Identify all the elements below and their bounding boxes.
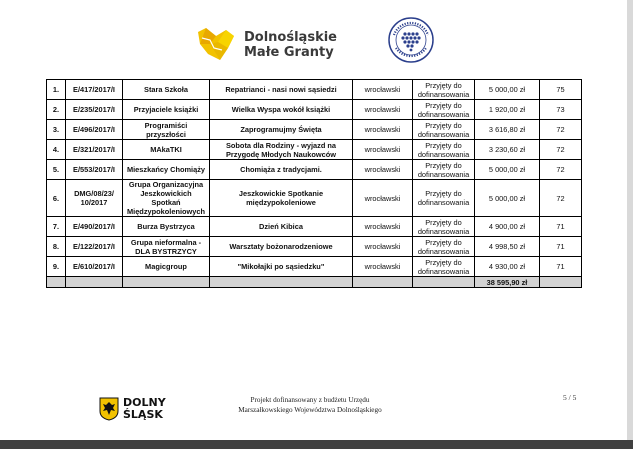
cell-org: Programiści przyszłości — [123, 120, 210, 140]
page-shadow-right — [627, 0, 633, 449]
cell-no: 6. — [47, 180, 66, 217]
cell-no: 8. — [47, 237, 66, 257]
cell-title: Jeszkowickie Spotkanie międzypokoleniowe — [210, 180, 353, 217]
federation-seal — [388, 17, 434, 63]
cell-id: E/553/2017/I — [66, 160, 123, 180]
total-empty — [353, 277, 413, 288]
cell-county: wrocławski — [353, 237, 413, 257]
cell-points: 75 — [540, 80, 582, 100]
grants-table — [46, 79, 582, 288]
logo-line1: Dolnośląskie — [244, 30, 337, 45]
cell-id: E/610/2017/I — [66, 257, 123, 277]
total-amount: 38 595,90 zł — [475, 277, 540, 288]
cell-points: 72 — [540, 140, 582, 160]
cell-amount: 5 000,00 zł — [475, 180, 540, 217]
table-row — [47, 140, 582, 160]
cell-title: "Mikołajki po sąsiedzku" — [210, 257, 353, 277]
cell-no: 3. — [47, 120, 66, 140]
dmg-logo-icon — [196, 26, 242, 66]
seal-icon — [388, 17, 434, 63]
cell-org: Przyjaciele książki — [123, 100, 210, 120]
footer-funding-note — [225, 395, 395, 415]
cell-county: wrocławski — [353, 100, 413, 120]
cell-title: Repatrianci - nasi nowi sąsiedzi — [210, 80, 353, 100]
cell-title: Warsztaty bożonarodzeniowe — [210, 237, 353, 257]
cell-id: E/496/2017/I — [66, 120, 123, 140]
logo-line2: Małe Granty — [244, 45, 334, 60]
cell-county: wrocławski — [353, 180, 413, 217]
cell-county: wrocławski — [353, 80, 413, 100]
cell-county: wrocławski — [353, 257, 413, 277]
cell-amount: 5 000,00 zł — [475, 80, 540, 100]
cell-status: Przyjęty do dofinansowania — [413, 100, 475, 120]
cell-org: Stara Szkoła — [123, 80, 210, 100]
cell-id: E/321/2017/I — [66, 140, 123, 160]
cell-title: Wielka Wyspa wokół książki — [210, 100, 353, 120]
cell-county: wrocławski — [353, 140, 413, 160]
cell-status: Przyjęty do dofinansowania — [413, 217, 475, 237]
dmg-logo — [196, 26, 346, 66]
total-empty — [47, 277, 66, 288]
table-row — [47, 180, 582, 217]
cell-id: DMG/08/23/ 10/2017 — [66, 180, 123, 217]
table-row — [47, 257, 582, 277]
table-row — [47, 160, 582, 180]
cell-org: Grupa nieformalna - DLA BYSTRZYCY — [123, 237, 210, 257]
cell-id: E/417/2017/I — [66, 80, 123, 100]
table-row — [47, 237, 582, 257]
cell-no: 1. — [47, 80, 66, 100]
cell-status: Przyjęty do dofinansowania — [413, 140, 475, 160]
cell-status: Przyjęty do dofinansowania — [413, 160, 475, 180]
cell-status: Przyjęty do dofinansowania — [413, 180, 475, 217]
cell-no: 4. — [47, 140, 66, 160]
cell-no: 2. — [47, 100, 66, 120]
viewer-bottom-bar — [0, 440, 633, 449]
table-row — [47, 80, 582, 100]
cell-points: 73 — [540, 100, 582, 120]
table-row — [47, 217, 582, 237]
total-empty — [66, 277, 123, 288]
total-empty — [413, 277, 475, 288]
cell-org: Mieszkańcy Chomiąży — [123, 160, 210, 180]
cell-org: MAkaTKI — [123, 140, 210, 160]
cell-status: Przyjęty do dofinansowania — [413, 120, 475, 140]
cell-no: 7. — [47, 217, 66, 237]
cell-title: Sobota dla Rodziny - wyjazd na Przygodę Młodych Naukowców — [210, 140, 353, 160]
brand-line1: DOLNY — [123, 396, 166, 409]
cell-amount: 4 900,00 zł — [475, 217, 540, 237]
cell-amount: 3 616,80 zł — [475, 120, 540, 140]
cell-id: E/235/2017/I — [66, 100, 123, 120]
cell-id: E/490/2017/I — [66, 217, 123, 237]
cell-points: 72 — [540, 180, 582, 217]
cell-status: Przyjęty do dofinansowania — [413, 80, 475, 100]
brand-line2: ŚLĄSK — [123, 407, 163, 421]
cell-amount: 4 930,00 zł — [475, 257, 540, 277]
page-number: 5 / 5 — [563, 393, 577, 402]
cell-points: 71 — [540, 217, 582, 237]
cell-title: Chomiąża z tradycjami. — [210, 160, 353, 180]
cell-title: Zaprogramujmy Święta — [210, 120, 353, 140]
cell-points: 72 — [540, 120, 582, 140]
total-empty — [540, 277, 582, 288]
total-row — [47, 277, 582, 288]
cell-id: E/122/2017/I — [66, 237, 123, 257]
footer-line2: Marszałkowskiego Województwa Dolnośląskiego — [238, 406, 382, 414]
cell-points: 71 — [540, 257, 582, 277]
cell-county: wrocławski — [353, 160, 413, 180]
cell-amount: 1 920,00 zł — [475, 100, 540, 120]
cell-county: wrocławski — [353, 120, 413, 140]
cell-points: 71 — [540, 237, 582, 257]
cell-county: wrocławski — [353, 217, 413, 237]
total-empty — [210, 277, 353, 288]
cell-org: Grupa Organizacyjna Jeszkowickich Spotkań Międzypokoleniowych — [123, 180, 210, 217]
footer-line1: Projekt dofinansowany z budżetu Urzędu — [250, 396, 370, 404]
cell-amount: 4 998,50 zł — [475, 237, 540, 257]
cell-no: 5. — [47, 160, 66, 180]
cell-status: Przyjęty do dofinansowania — [413, 257, 475, 277]
cell-amount: 3 230,60 zł — [475, 140, 540, 160]
total-empty — [123, 277, 210, 288]
cell-points: 72 — [540, 160, 582, 180]
cell-org: Burza Bystrzyca — [123, 217, 210, 237]
table-row — [47, 100, 582, 120]
cell-no: 9. — [47, 257, 66, 277]
cell-status: Przyjęty do dofinansowania — [413, 237, 475, 257]
cell-org: Magicgroup — [123, 257, 210, 277]
cell-amount: 5 000,00 zł — [475, 160, 540, 180]
cell-title: Dzień Kibica — [210, 217, 353, 237]
table-row — [47, 120, 582, 140]
eagle-crest-icon — [99, 397, 119, 421]
dolny-slask-logo — [99, 397, 179, 423]
